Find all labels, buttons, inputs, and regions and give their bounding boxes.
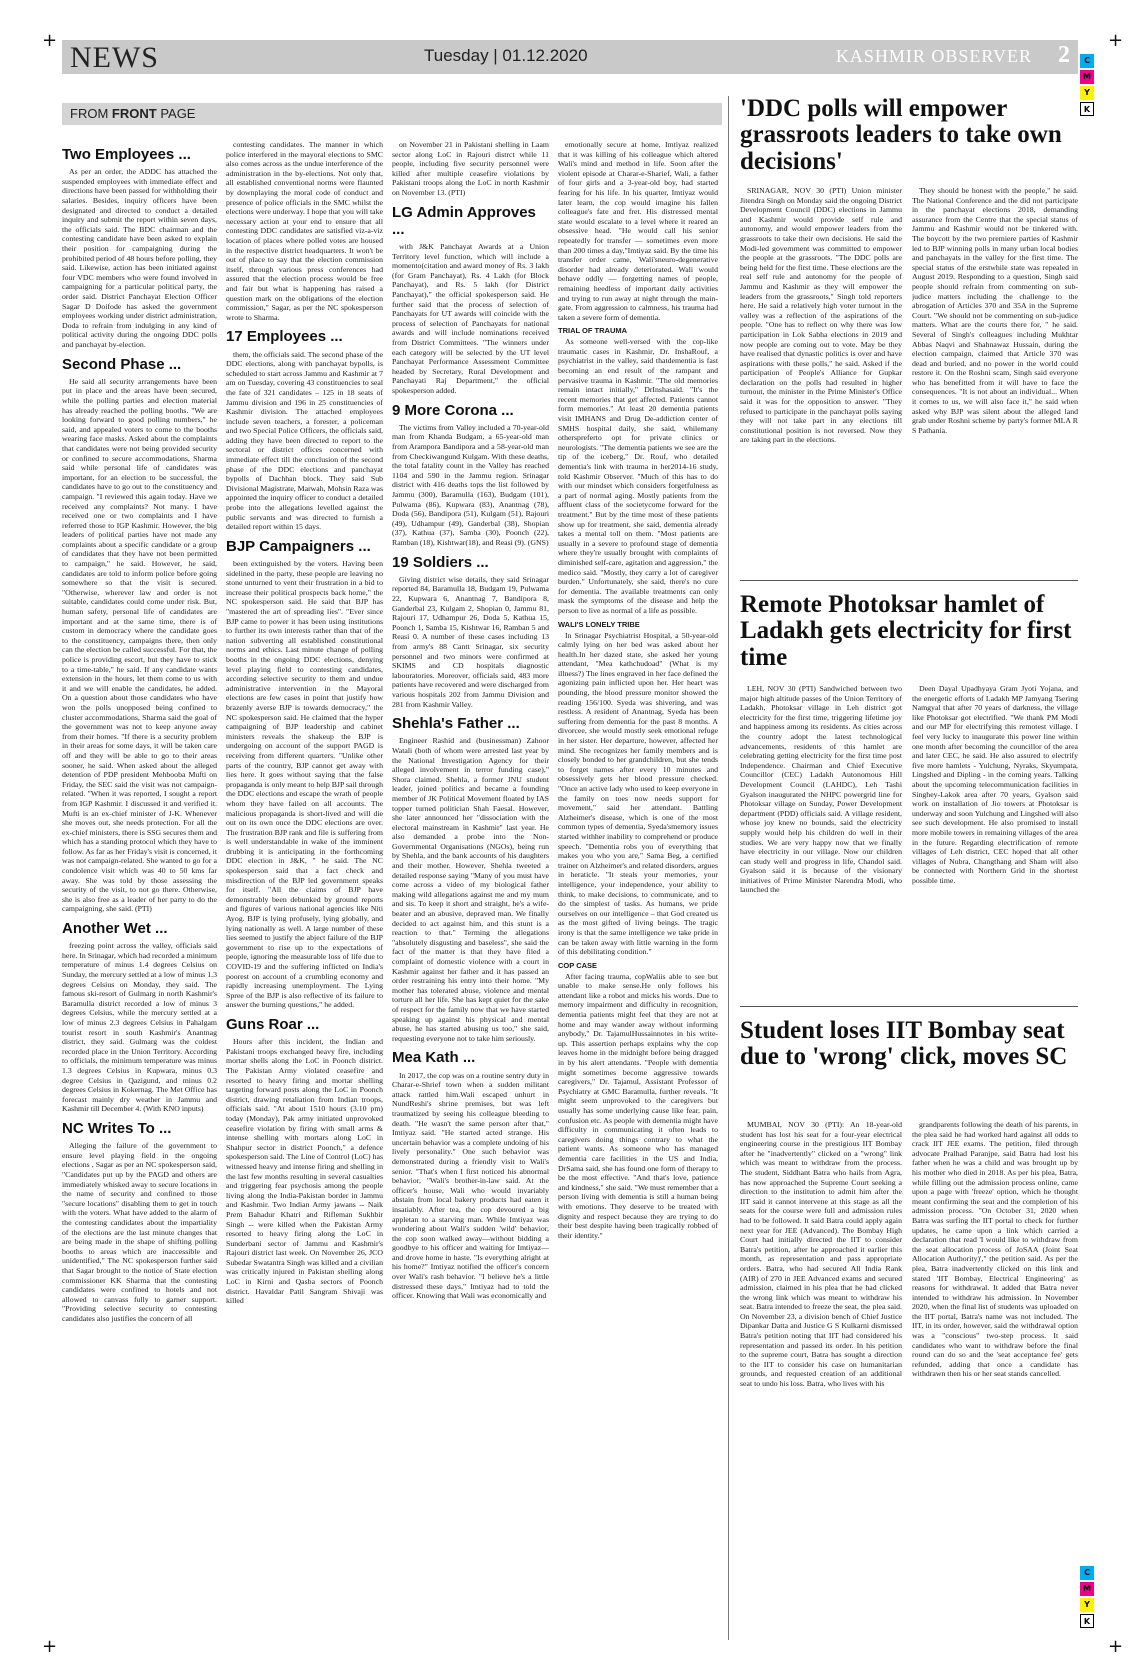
story-text: Giving district wise details, they said Srinagar reported 84, Baramulla 18, Budgam 19, Pulwama 22, Kupwara 6, Anantnag 7, Bandipora 8, Ganderbal 23, Kulgam 2, Shopian 0, Jammu 81, Rajouri 17, Udhampur 26, Doda 5, Kathua 15, Poonch 1, Samba 15, Kishtwar 16, Ramban 5 and Reasi 0. A number of these cases including 13 from army's 88 Cantt Srinagar, six security personnel and two minors were confirmed at SKIMS and CD hospitals diagnostic labouratories. Moreover, officials said, 483 more patients have recovered and were discharged from various hospitals 202 from Jammu Division and 281 from Kashmir Valley. xyxy=(392,574,549,709)
story-text: He said all security arrangements have been put in place and the areas have been secured, while the polling parties and election material has already reached the polling booths. "We are looking forward to good polling numbers," he said, and appealed voters to come to the booths wearing face masks. Asked about the complaints that candidates were not being provided security or confined to secure accommodations, Sharma said while personal life of candidates was important, for an election to be successful, the candidates have to go out to the constituency and campaign. "I reviewed this again today. Have we received any complaints? Not many. I have received one or two complaints and I have referred those to IGP Kashmir. However, the big leaders of political parties have not made any complaints about a specific candidate or a group of candidates that they have not been permitted to campaign," he said. However, he said, candidates are told to inform police before going somewhere so that the visit is secured. "Otherwise, wherever law and order is not suitable, candidates could come under risk. But, human safety, personal life of candidates are important and at the same time, there is of custom in democracy where the candidate goes to the constituency, campaigns there, then only can the election be called successful. For that, the police is providing escort, but they have to stick to a time-table," he said. If any candidate wants extension in the hours, let them come to us with it and we will enable the candidates, he added. On a question about those candidates who have won the polls unopposed being confined to cluster accommodations, Sharma said the goal of the government was not to keep anyone away from their homes. "If there is a security problem in their areas for some days, it will be taken care off and they will be able to go to their areas sooner, he said. When asked about the alleged detention of PDP president Mehbooba Mufti on Friday, the SEC said the visit was not campaign-related. "When it was reported, I sought a report from IGP Kashmir. I discussed it and verified it. Mufti is an ex-chief minister of J-K. Whenever she moves out, she needs protection. For all the ex-chief ministers, there is SSG secures them and which has a standing protocol which they have to follow. As far as her Friday's visit is concerned, it was not campaign-related. She wanted to go for a condolence visit which was 40 to 50 kms far away. She was told by those assessing the security of the visit, to not go there. Otherwise, she is also free as a leader of her party to do the campaigning, she said. (PTI) xyxy=(62,376,217,914)
story-text: SRINAGAR, NOV 30 (PTI) Union minister Jitendra Singh on Monday said the ongoing District Development Council (DDC) elections in Jammu and Kashmir would provide self rule and autonomy, and would empower leaders from the grassroots to take their own decisions. He said the Modi-led government was committed to empower the people at the grassroots. "The DDC polls are being held for the first time. These elections are the real self rule and autonomy for the people of Jammu and Kashmir as they will empower the leaders from the grassroots," Singh told reporters here. He said a relatively high voter turnout in the valley was a reflection of the aspirations of the people. "One has to reflect on why there was low participation in Lok Sabha elections in 2019 and now people are coming out to vote. May be they have realised that dynastic politics is over and have aspirations with these polls," he said. Asked if the participation of People's Alliance for Gupkar declaration on the polls had resulted in higher turnout, the minister in the Prime Minister's Office said it was for the opposition to answer. "They refused to participate in the panchayat polls saying they will not take part in any elections till constitutional position is not reversed. Now they are taking part in the elections. xyxy=(740,186,902,445)
story-heading: Another Wet ... xyxy=(62,920,168,938)
story-heading: Mea Kath ... xyxy=(392,1049,476,1067)
cmyk-y: Y xyxy=(1080,86,1094,100)
story-heading: Second Phase ... xyxy=(62,355,182,373)
story-text: They should be honest with the people," he said. The National Conference and the did not participate in the panchayat elections 2018, demanding assurance from the Centre that the special status of Jammu and Kashmir would not be tinkered with. The boycott by the two premiere parties of Kashmir led to BJP winning polls in many urban local bodies and panchayats in the valley for the first time. The special status of the erstwhile state was repealed in August 2019. Responding to a question, Singh said people should refrain from commenting on sub-judice matters including the challenge to the abrogation of Articles 370 and 35A in the Supreme Court. "We should not be commenting on sub-judice matters. What are the courts there for, " he said. Several of Singh's colleagues including Mukhtar Abbas Naqvi and Shahnawaz Hussain, during the election campaign, claimed that Article 370 was dead and buried, and no power in the world could restore it. On the Roshni scam, Singh said everyone who has benefitted from it will have to face the consequences. "It is not about an individual... When it comes to us, we will also face it," he said when asked why BJP was silent about the alleged land grab under Roshni scheme by party's former MLA R S Pathania. xyxy=(912,186,1078,435)
section-title: NEWS xyxy=(70,41,159,74)
story-text: been extinguished by the voters. Having been sidelined in the party, these people are leaving no stone unturned to vent their frustration in a bid to increase their political prospects back home," the NC spokesperson said. He said that BJP has "mastered the art of spreading lies". "Ever since BJP came to power it has been using institutions to further its own interests rather than that of the nation subverting all established constitutional norms and ethics. Last minute change of polling booths in the ongoing DDC elections, denying level playing field to contesting candidates, according selective security to them and undue administrative intervention in the Mayoral elections are few cases in point that justify how brazenly averse BJP is towards democracy," the NC spokesperson said. He claimed that the hyper campaigning of BJP leadership and cabinet ministers reveals the shakeup the BJP is undergoing on account of the support PAGD is receiving from different quarters. "Unlike other parts of the country, BJP cannot get away with lies here. It goes without saying that the false propaganda is only meant to help BJP sail through the DDC elections and escape the wrath of people whom they have failed on all accounts. The malicious propaganda is short-lived and will die out on its own once the DDC elections are over. The frustration BJP rank and file is suffering from is well understandable in wake of the imminent drubbing it is anticipating in the forthcoming DDC election in J&K, " he said. The NC spokesperson said that a fact check and misdirection of the BJP led government speaks for itself. "All the claims of BJP have demonstrably been debunked by ground reports and figures of various national agencies like Niti Ayog. BJP is lying profusely, lying globally, and lying nationally as well. A large number of these lies seemed to justify the abject failure of the BJP government to rise up to the expectations of people, ignoring the measurable loss of life due to COVID-19 and the suffering inflicted on India's poorest on account of a crumbling economy and rapidly increasing unemployment. The Lying Spree of the BJP is also reflective of its failure to answer the burning questions," he added. xyxy=(226,559,383,1010)
story-heading: NC Writes To ... xyxy=(62,1119,172,1137)
story-text: on November 21 in Pakistani shelling in Laam sector along LoC in Rajouri distrct while 11 people, including five security personnel were killed after multiple ceasefire violations by Pakistani troops along the LoC in north Kashmir on November 13. (PTI) xyxy=(392,140,549,197)
story-text: contesting candidates. The manner in which police interfered in the mayoral elections to SMC also comes across as the undue interference of the administration in the by-elections. Not only that, all established conventional norms were flaunted by downplaying the moral code of conduct and presence of police officials in the SMC whilst the elections were underway. I hope that you will take necessary action at your end to ensure that all contesting DDC candidates are satisfied viz-a-viz location of places where polled votes are housed in the respective district headquarters. It won't be out of place to say that the election commission itself, through various press conferences had assured that the election process would be free and fair but what is happening has raised a question mark on the obligations of the election commission," Sagar, as per the NC spokesperson wrote to Sharma. xyxy=(226,140,383,322)
iit-column-right xyxy=(912,1120,1078,1640)
cmyk-m: M xyxy=(1080,1582,1094,1596)
story-text: LEH, NOV 30 (PTI) Sandwiched between two major high altitude passes of the Union Territory of Ladakh, Photoksar village in Leh district got electricity for the first time, triggering lifetime joy and happiness among its residents. As cities across the country adopt the latest technological advancements, residents of this hamlet are celebrating getting electricity for the first time post Independence. Chairman and Chief Executive Councillor (CEC) Ladakh Autonomous Hill Development Council (LAHDC), Leh Tashi Gyalson inaugurated the NHPC powergrid line for Photoksar village on Sunday, Power Development department (PDD) officials said. A village resident, whose joy knew no bounds, said the electricity supply would help his children do well in their studies. We are very happy now that we finally have electricity in our village. Now our children can study well and progress in life, Chandol said. Gyalson said it is because of the visionary initiatives of Prime Minister Narendra Modi, who launched the xyxy=(740,684,902,895)
column-1 xyxy=(62,140,217,1640)
registration-mark: + xyxy=(42,1636,58,1657)
ladakh-headline: Remote Photoksar hamlet of Ladakh gets electricity for first time xyxy=(740,592,1072,671)
story-text: Deen Dayal Upadhyaya Gram Jyoti Yojana, and the energetic efforts of Ladakh MP Jamyang Tsering Namgyal that after 70 years of darkness, the village like Photoksar got electrified. "We thank PM Modi and our MP for electrifying this remotest village. I feel very lucky to inaugurate this power line within one month after becoming the councillor of the area and later CEC, he said. He also assured to electrify five more hamlets - Yulchung, Nyraks, Skyumpata, Lingshed and Dipling - in the coming years. Talking about the upcoming telecommunication facilities in Singhey-Lakok area after 70 years, Gyalson said work on installation of Jio towers at Photoksar is underway and soon Yulchung and Lingshed will also see such development. He also promised to install more mobile towers in remaining villages of the area in the future. Regarding electrification of remote villages of Leh district, CEC hoped that all other villages of Nubra, Changthang and Sham will also be connected with Northern Grid in the shortest possible time. xyxy=(912,684,1078,885)
story-text: grandparents following the death of his parents, in the plea said he had worked hard against all odds to crack IIT JEE exams. The petition, filed through advocate Pralhad Paranjpe, said Batra had lost his father when he was a child and was brought up by his mother who died in 2018. As per his plea, Batra, while filling out the admission process online, came upon a page with 'freeze' option, which he thought meant confirming the seat and the completion of his admission process. "On October 31, 2020 when Batra was surfing the IIT portal to check for further updates, he came upon a link which carried a declaration that read 'I would like to withdraw from the seat allocation process of JoSAA (Joint Seat Allocation Authority)'," the petition said. As per the plea, Batra inadvertently clicked on this link and stated 'IIT Bombay, Electrical Engineering' as reasons for withdrawal. It added that Batra never intended to withdraw his admission. In November 2020, when the final list of students was uploaded on the IIT portal, Batra's name was not included. The IIT, in its order, however, said the withdrawal option was a "conscious" two-step process. It said candidates who want to withdraw before the final round can do so and the 'seat acceptance fee' gets refunded, adding that once a candidate has withdrawn then his or her seat stands cancelled. xyxy=(912,1120,1078,1379)
cmyk-color-bar xyxy=(1080,54,1094,118)
registration-mark: + xyxy=(42,30,58,51)
issue-date: Tuesday | 01.12.2020 xyxy=(424,46,588,65)
story-heading: BJP Campaigners ... xyxy=(226,537,371,555)
story-text: emotionally secure at home, Imtiyaz realized that it was killing of his colleague which altered Wali's mind and method in life. Soon after the violent episode at Charar-e-Sharief, Wali, a father of four girls and a 3-year-old boy, had started fearing for his life. In his quarter, Imtiyaz would later learn, the cop would imagine his fallen colleague's fate and fret. His distressed mental state would escalate to a level where it reared an obsessive head. "He would call his senior repeatedly for transfer — sometimes even more than 200 times a day,"Imtiyaz said. By the time his transfer order came, Wali'sneuro-degenerative disorder had already deteriorated. Wali would behave oddly — forgetting names of people, remaining heedless of important daily activities and trying to run away at night through the main-gate. From aggression to calmness, his trauma had taken a severe form of dementia. xyxy=(558,140,718,322)
story-text: freezing point across the valley, officials said here. In Srinagar, which had recorded a minimum temperature of minus 1.4 degrees Celsius on Sunday, the mercury settled at a low of minus 1.3 degrees Celsius on Monday, they said. The famous ski-resort of Gulmarg in north Kashmir's Baramulla district recorded a low of minus 3 degrees Celsius, while the mercury settled at a low of minus 2.3 degrees Celsius in Pahalgam tourist resort in south Kashmir's Anantnag district, they said. Gulmarg was the coldest recorded place in the Union Territory. According to officials, the minimum temperature was minus 1.3 degrees Celsius in Kupwara, minus 0.3 degree Celsius in Qazigund, and minus 0.2 degrees Celsius in Kokernag. The Met Office has forecast mainly dry weather in Jammu and Kashmir till December 4. (With KNO inputs) xyxy=(62,941,217,1114)
cmyk-m: M xyxy=(1080,70,1094,84)
story-heading: 17 Employees ... xyxy=(226,328,343,346)
subheading: COP CASE xyxy=(558,960,598,970)
front-label-prefix: FROM xyxy=(70,106,109,121)
story-text: MUMBAI, NOV 30 (PTI): An 18-year-old student has lost his seat for a four-year electrical engineering course in the prestigious IIT Bombay after he "inadvertently" clicked on a "wrong" link which was meant to withdraw from the process. The student, Siddhant Batra who hails from Agra, has now approached the Supreme Court seeking a direction to the institution to admit him after the IIT said it cannot intervene at this stage as all the seats for the course were full and admission rules had to be followed. It said Batra could apply again next year for JEE (Advanced). The Bombay High Court had initially directed the IIT to consider Batra's petition, after he approached it earlier this month, as representation and pass appropriate orders. Batra, who had secured All India Rank (AIR) of 270 in JEE Advanced exams and secured admission, claimed in his plea that he had clicked the wrong link which was meant to withdraw his seat. Batra intended to freeze the seat, the plea said. On November 23, a division bench of Chief Justice Dipankar Datta and Justice G S Kulkarni dismissed Batra's petition noting that IIT had considered his representation and passed its order. In his petition to the supreme court, Batra has sought a direction to the IIT to consider his case on humanitarian grounds, and requested creation of an additional seat to undo his loss. Batra, who lives with his xyxy=(740,1120,902,1389)
story-divider xyxy=(740,1006,1078,1007)
front-label-suffix: PAGE xyxy=(160,106,196,121)
cmyk-c: C xyxy=(1080,1566,1094,1580)
ladakh-column-right xyxy=(912,684,1078,996)
subheading: WALI'S LONELY TRIBE xyxy=(558,619,640,629)
registration-mark: + xyxy=(1108,30,1124,51)
story-heading: Guns Roar ... xyxy=(226,1015,320,1033)
story-heading: Shehla's Father ... xyxy=(392,715,520,733)
story-heading: LG Admin Approves ... xyxy=(392,203,536,238)
story-text: Hours after this incident, the Indian and Pakistani troops exchanged heavy fire, including mortar shells along the LoC in Poonch district. The Pakistan Army violated ceasefire and resorted to heavy firing and mortar shelling targeting forward posts along the LoC in Poonch district, drawing retaliation from Indian troops, officials said. "At about 1510 hours (3.10 pm) today (Monday), Pak army initiated unprovoked ceasefire violation by firing with small arms & intense shelling with mortars along LoC in Shahpur sector in district Poonch," a defence spokesperson said. The Line of Control (LoC) has witnessed heavy and intense firing and shelling in the last few months resulting in several casualties and triggering fear psychosis among the people living along the India-Pakistan border in Jammu and Kashmir. Two Indian Army jawans -- Naik Prem Bahadur Khatri and Rifleman Sukhbir Singh -- were killed when the Pakistan Army resorted to heavy firing along the LoC in Sunderbani sector of Jammu and Kashmir's Rajouri district last week. On November 26, JCO Subedar Swatantra Singh was killed and a civilian was critically injured in Pakistan shelling along LoC in Kirni and Qasba sectors of Poonch district. Havaldar Patil Sangram Shivaji was killed xyxy=(226,1037,383,1306)
ladakh-column-left xyxy=(740,684,902,996)
cmyk-color-bar xyxy=(1080,1566,1094,1630)
story-text: with J&K Panchayat Awards at a Union Territory level function, which will include a momento(citation and award money of Rs. 3 lakh (for Gram Panchayat), Rs. 4 Lakh (for Block Panchayat), and Rs. 5 lakh (for District Panchayat)," the official spokesperson said. He further said that the process of selection of Panchayats for UT awards will coincide with the process of selection of Panchayats for national awards and will include nominations received from District Committees. "The winners under each category will be selected by the UT level Panchayat Performance Assessment Committee headed by Secretary, Rural Development and Panchayati Raj Department," the official spokesperson added. xyxy=(392,242,549,395)
story-text: them, the officials said. The second phase of the DDC elections, along with panchayat bypolls, is scheduled to start across Jammu and Kashmir at 7 am on Tuesday, covering 43 constituencies to seal the fate of 321 candidates – 125 in 18 seats of Jammu division and 196 in 25 constituencies of Kashmir division. The attached employees include seven teachers, a forester, a policeman and two Special Police Officers, the officials said, adding they have been directed to report to the sectoral or district offices concerned with immediate effect till the conclusion of the second phase of the DDC elections and panchayat bypolls of Dachhan block. They said Sub Divisional Magistrate, Marwah, Mohsin Raza was appointed the inquiry officer to conduct a detailed probe into the allegations levelled against the public servants and was directed to furnish a detailed report within 15 days. xyxy=(226,349,383,532)
story-text: In 2017, the cop was on a routine sentry duty in Charar-e-Shrief town when a sudden militant attack rattled him.Wali escaped unhurt in NundReshi's shrine premises, but was left traumatized by seeing his colleague bleeding to death. "He wasn't the same person after that," Imtiyaz said. "He started acted strange. His uncertain behavior was a complete undoing of his lively personality." One such behavior was demonstrated during a friendly visit to Wali's senior. "That's when I first noticed his abnormal behavior, "Wali's brother-in-law said. At the officer's house, Wali who would invariably abstain from local bakery products had eaten it insatiably. After tea, the cop devoured a big appletan to a starving man. While Imtiyaz was wondering about Wali's sudden 'wild' behavior, the cop soon walked away—without bidding a goodbye to his officer and waiting for Imtiyaz—and drove home in haste. "Is everything alright at his home?" Imtiyaz notified the officer's concern over Wali's rash behavior. "I believe he's a little distressed these days," Imtiyaz had to told the officer. Knowing that Wali was economically and xyxy=(392,1070,549,1301)
paper-name: KASHMIR OBSERVER xyxy=(835,46,1032,66)
story-text: As per an order, the ADDC has attached the suspended employees with immediate effect and directions have been passed for withholding their salaries. Besides, inquiry officers have been designated and directed to conduct a detailed inquiry and submit the report within seven days, the officials said. The BDC chairman and the contesting candidate have been asked to explain their position for campaigning during the prohibited period of 48 hours before polling, they said. Likewise, action has been initiated against four VDC members who were found involved in campaigning for a particular political party, the order said. District Panchayat Election Officer Sagar D Doifode has asked the government employees working under district administration, Doda to refrain from indulging in any kind of political activity during the ongoing DDC polls and panchayat by-election. xyxy=(62,167,217,349)
ddc-column-left xyxy=(740,186,902,570)
story-text: As someone well-versed with the cop-like traumatic cases in Kashmir, Dr. InshaRouf, a psychiatrist in the valley, said thatdementia is fast becoming an end result of the rampant and pervasive trauma in Kashmir. "The old memories remain intact initially," DrInshasaid. "It's the recent memories that get affected. Patients cannot form memories." At least 20 dementia patients visit IMHANS and Drug De-addiction center of SMHS hospital daily, she said, whilemany otherspreferto opt for private clinics or neurologists. "The dementia patients we see are the tip of the iceberg," Dr. Rouf, who detailed dementia's link with trauma in her2014-16 study, told Kashmir Observer. "Much of this has to do with our mindset which considers forgetfulness as a part of normal aging. Mostly patients from the affluent class of the societycome forward for the treatment." But by the time most of these patients show up for treatment, she said, dementia already takes a mental toll on them. "Most patients are usually in a severe to profound stage of dementia where they're usually brought with complaints of diminished self-care, agitation and aggression," the medico said. "Mostly, they carry a lot of caregiver burden." Unfortunately, she said, there's no cure for dementia. The available treatments can only mask the symptoms of the disease and help the person to live as normal of a life as possible. xyxy=(558,337,718,615)
iit-headline: Student loses IIT Bombay seat due to 'wrong' click, moves SC xyxy=(740,1018,1068,1071)
story-heading: 9 More Corona ... xyxy=(392,401,514,419)
iit-headline-box xyxy=(740,1018,1078,1118)
cmyk-c: C xyxy=(1080,54,1094,68)
ddc-column-right xyxy=(912,186,1078,570)
story-text: The victims from Valley included a 70-year-old man from Khanda Budgam, a 65-year-old man from Arampora Bandipora and a 58-year-old man from Checkiwangund Kulgam. With these deaths, the total fatality count in the Valley has reached 1104 and 590 in the Jammu region. Srinagar district with 416 deaths tops the list followed by Jammu (300), Baramulla (163), Budgam (101), Pulwama (86), Kupwara (83), Anantnag (78), Doda (56), Bandipora (51), Kulgam (51), Rajouri (49), Udhampur (49), Ganderbal (38), Shopian (37), Kathua (37), Samba (30), Poonch (22), Ramban (18), Kishtwar(18), and Reasi (9). (GNS) xyxy=(392,422,549,547)
story-heading: 19 Soldiers ... xyxy=(392,553,489,571)
front-label-bold: FRONT xyxy=(111,106,157,121)
story-heading: Two Employees ... xyxy=(62,146,191,163)
from-front-page-label xyxy=(62,103,722,125)
story-divider xyxy=(740,580,1078,581)
page-number: 2 xyxy=(1058,42,1070,68)
cmyk-y: Y xyxy=(1080,1598,1094,1612)
subheading: TRIAL OF TRAUMA xyxy=(558,326,628,336)
masthead xyxy=(62,40,1078,74)
cmyk-k: K xyxy=(1080,102,1094,116)
ladakh-headline-box xyxy=(740,592,1078,686)
ddc-headline-box xyxy=(740,96,1078,190)
story-text: Alleging the failure of the government to ensure level playing field in the ongoing elections , Sagar as per an NC spokesperson said, "Candidates put up by the PAGD and others are immediately whisked away to secure locations in the name of security and confined to those "secure locations" disabling them to get in touch with the voters. What have added to the alarm of the contesting candidates about the impartiality of the elections are the last minute changes that are being made in the shape of shifting polling booths to areas which are inaccessible and unidentified," The NC spokesperson further said that Sagar brought to the notice of State election commissioner KK Sharma that the contesting candidates were confined to hotels and not allowed to canvass fully to garner support. "Providing selective security to contesting candidates also justifies the concern of all xyxy=(62,1141,217,1323)
column-2 xyxy=(226,140,383,1640)
story-text: Engineer Rashid and (businessman) Zahoor Watali (both of whom were arrested last year by the National Investigation Agency for their alleged involvement in terror funding case)," Shora claimed. Shehla, a former JNU student leader, joined politics and became a founding member of JK Political Movement floated by IAS topper turned politician Shah Faesal. However, she later announced her "dissociation with the electoral mainstream in Kashmir" last year. He also demanded a probe into the Non-Governmental Organisations (NGOs), being run by Shehla, and the bank accounts of his daughters and their mother. However, Shehla tweeted a detailed response saying "Many of you must have come across a video of my biological father making wild allegations against me and my mum and sis. To keep it short and straight, he's a wife-beater and an abusive, depraved man. We finally decided to act against him, and this stunt is a reaction to that." Terming the allegations "absolutely disgusting and baseless", she said the fact of the matter is that they have filed a complaint of domestic violence with a court in Kashmir against her father and it has passed an order restraining his entry into their home. "My mother has tolerated abuse, violence and mental torture all her life. She has kept quiet for the sake of respect for the family now that we have started speaking up against his physical and mental abuse, he has started abusing us too," she said, requesting everyone not to take him seriously. xyxy=(392,736,549,1043)
cmyk-k: K xyxy=(1080,1614,1094,1628)
iit-column-left xyxy=(740,1120,902,1640)
ddc-headline: 'DDC polls will empower grassroots leaders to take own decisions' xyxy=(740,96,1062,175)
story-text: After facing trauma, copWaliis able to see but unable to make sense.He only follows his attendant like a robot and micks his words. Due to memory impairment and difficulty in recognition, dementia patients might feel that they are not at home and may wander away without informing anybody," Dr. TajamulHussainnotes in his write-up. This assertion perhaps explains why the cop leaves home in the midnight before being dragged in by his alert attendants. "People with dementia might sometimes become aggressive towards caregivers," Dr. Tajamul, Assistant Professor of Psychiatry at GMC Baramulla, further reveals. "It might seem unprovoked to the caregivers but usually has some underlying cause like fear, pain, confusion etc. As people with dementia might have difficulty in communicating it often leads to caregivers doing things contrary to what the patient wants. As someone who has managed dementia care facilities in the US and India, DrSama said, she has found one form of therapy to be the most effective. "And that's love, patience and kindness," she said. "We must remember that a person living with dementia is still a human being with emotions. They deserve to be treated with dignity and respect because they are trying to do their best despite having been tragically robbed of their identity." xyxy=(558,971,718,1240)
column-4 xyxy=(558,140,718,1640)
story-text: In Srinagar Psychiatrist Hospital, a 50-year-old calmly lying on her bed was asked about her health.In her dazed state, she asked her young attendant, "Mea kathchudoad" (What is my illness?) The lines engraved in her face defined the agonizing pain inflicted upon her. Her heart was pounding, the blood pressure monitor showed the reading 156/100. Syeda was shivering, and was restless. A resident of Anantnag, Syeda has been suffering from dementia for the past 8 months. A divorcee, she would mostly seek emotional refuge in her sister. Her departure, however, affected her mind. She recognizes her family members and is closely bonded to her grandchildren, but she tends to forget names after every 10 minutes and obsessively gets her blood pressure checked. "Once an active lady who used to keep everyone in the family on toes now needs support for movement," said her attendant. Battling Alzheimer's disease, which is one of the most common types of dementia, Syeda'smemory issues started withher inability to comprehend or produce speech. "Dementia robs you of everything that makes you who you are," Sama Beg, a certified trainer on Alzheimer's and related disorders, argues in heraticle. "It steals your memories, your intelligence, your independence, your ability to think, to make decisions, to communicate, and to do the simplest of tasks. As humans, we pride ourselves on our intelligence – that God created us as the most gifted of living beings. The tragic irony is that the same intelligence we take pride in can be taken away with little warning in the form of this debilitating condition." xyxy=(558,630,718,957)
registration-mark: + xyxy=(1108,1636,1124,1657)
column-3 xyxy=(392,140,549,1640)
column-divider xyxy=(728,96,729,1640)
